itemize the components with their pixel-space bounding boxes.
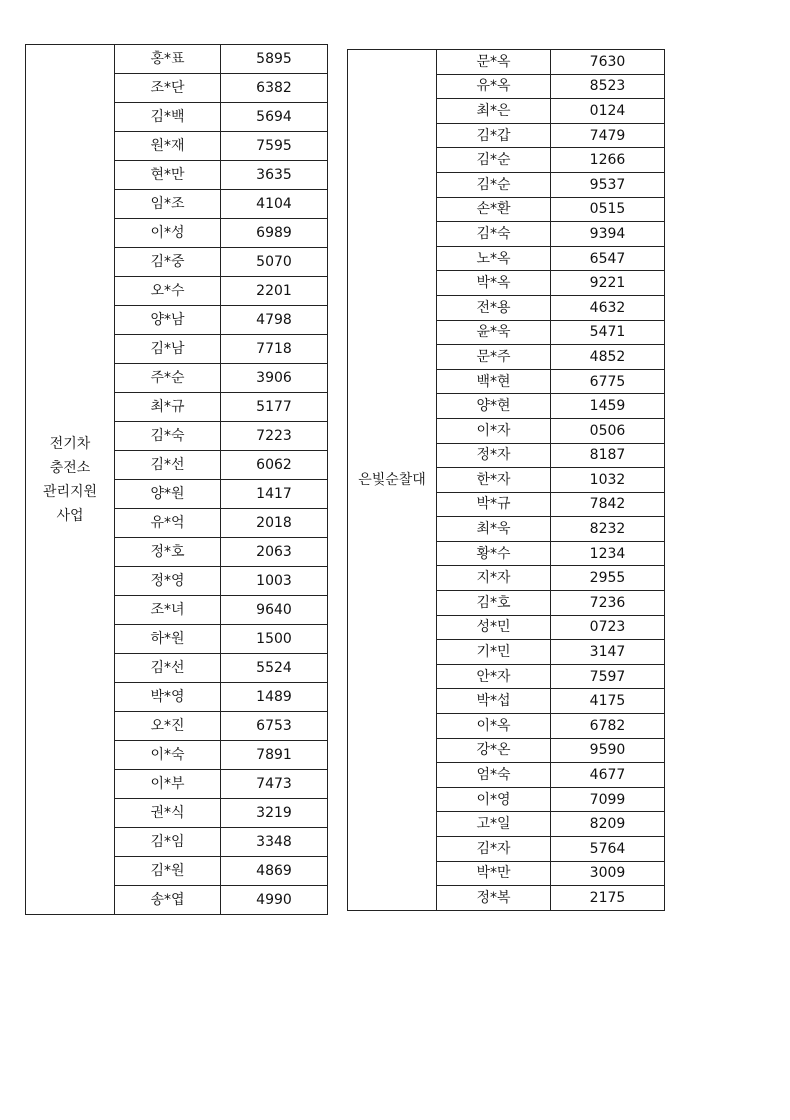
member-code-cell: 7842	[551, 492, 665, 517]
member-name-cell: 강*온	[437, 738, 551, 763]
member-name-cell: 기*민	[437, 640, 551, 665]
member-code-cell: 9221	[551, 271, 665, 296]
member-code-cell: 4632	[551, 295, 665, 320]
member-code-cell: 1266	[551, 148, 665, 173]
member-name-cell: 최*욱	[437, 517, 551, 542]
member-code-cell: 6989	[221, 219, 328, 248]
member-name-cell: 홍*표	[115, 45, 221, 74]
member-code-cell: 5764	[551, 837, 665, 862]
member-name-cell: 박*섭	[437, 689, 551, 714]
member-name-cell: 김*백	[115, 103, 221, 132]
member-name-cell: 양*원	[115, 480, 221, 509]
member-name-cell: 최*규	[115, 393, 221, 422]
member-name-cell: 이*부	[115, 770, 221, 799]
member-code-cell: 0124	[551, 99, 665, 124]
member-name-cell: 박*만	[437, 861, 551, 886]
member-code-cell: 0515	[551, 197, 665, 222]
ev-charger-support-table	[25, 44, 328, 915]
group-label-line: 전기차	[49, 435, 91, 452]
member-code-cell: 7595	[221, 132, 328, 161]
member-code-cell: 4798	[221, 306, 328, 335]
group-label-line: 관리지원	[42, 483, 98, 500]
member-code-cell: 1234	[551, 541, 665, 566]
member-code-cell: 1032	[551, 468, 665, 493]
member-name-cell: 한*자	[437, 468, 551, 493]
member-name-cell: 안*자	[437, 664, 551, 689]
member-name-cell: 현*만	[115, 161, 221, 190]
member-code-cell: 9537	[551, 172, 665, 197]
member-code-cell: 5895	[221, 45, 328, 74]
member-code-cell: 7099	[551, 787, 665, 812]
member-name-cell: 박*옥	[437, 271, 551, 296]
member-code-cell: 4869	[221, 857, 328, 886]
member-name-cell: 김*선	[115, 654, 221, 683]
member-code-cell: 6382	[221, 74, 328, 103]
member-code-cell: 5177	[221, 393, 328, 422]
member-code-cell: 5524	[221, 654, 328, 683]
member-name-cell: 주*순	[115, 364, 221, 393]
member-code-cell: 2955	[551, 566, 665, 591]
member-code-cell: 1003	[221, 567, 328, 596]
member-code-cell: 8523	[551, 74, 665, 99]
member-name-cell: 송*엽	[115, 886, 221, 915]
member-code-cell: 4677	[551, 763, 665, 788]
member-name-cell: 이*성	[115, 219, 221, 248]
member-code-cell: 7891	[221, 741, 328, 770]
member-code-cell: 2175	[551, 886, 665, 911]
member-code-cell: 4990	[221, 886, 328, 915]
member-code-cell: 1489	[221, 683, 328, 712]
member-code-cell: 3009	[551, 861, 665, 886]
member-code-cell: 2018	[221, 509, 328, 538]
member-name-cell: 원*재	[115, 132, 221, 161]
member-code-cell: 4852	[551, 345, 665, 370]
silver-patrol-table	[347, 49, 665, 911]
member-code-cell: 9590	[551, 738, 665, 763]
member-code-cell: 9394	[551, 222, 665, 247]
member-code-cell: 8232	[551, 517, 665, 542]
member-code-cell: 8209	[551, 812, 665, 837]
member-name-cell: 김*선	[115, 451, 221, 480]
member-code-cell: 2063	[221, 538, 328, 567]
group-label-line: 충전소	[49, 459, 91, 476]
member-code-cell: 7473	[221, 770, 328, 799]
ev-charger-support-table-body	[26, 45, 328, 915]
member-code-cell: 3906	[221, 364, 328, 393]
member-name-cell: 오*수	[115, 277, 221, 306]
member-code-cell: 2201	[221, 277, 328, 306]
member-code-cell: 5070	[221, 248, 328, 277]
group-label-line: 은빛순찰대	[358, 471, 426, 488]
member-name-cell: 최*은	[437, 99, 551, 124]
member-name-cell: 문*옥	[437, 50, 551, 75]
member-name-cell: 조*단	[115, 74, 221, 103]
member-name-cell: 하*원	[115, 625, 221, 654]
member-name-cell: 김*원	[115, 857, 221, 886]
member-name-cell: 김*중	[115, 248, 221, 277]
member-name-cell: 김*숙	[115, 422, 221, 451]
member-code-cell: 7479	[551, 123, 665, 148]
member-code-cell: 3635	[221, 161, 328, 190]
member-name-cell: 김*갑	[437, 123, 551, 148]
member-code-cell: 9640	[221, 596, 328, 625]
member-name-cell: 손*환	[437, 197, 551, 222]
program-label-silver-patrol	[348, 50, 437, 911]
member-name-cell: 양*남	[115, 306, 221, 335]
member-name-cell: 유*억	[115, 509, 221, 538]
member-name-cell: 박*규	[437, 492, 551, 517]
member-name-cell: 전*용	[437, 295, 551, 320]
member-name-cell: 엄*숙	[437, 763, 551, 788]
member-code-cell: 1500	[221, 625, 328, 654]
member-name-cell: 김*순	[437, 148, 551, 173]
member-code-cell: 3219	[221, 799, 328, 828]
member-name-cell: 김*호	[437, 591, 551, 616]
member-name-cell: 고*일	[437, 812, 551, 837]
member-code-cell: 4175	[551, 689, 665, 714]
member-name-cell: 정*복	[437, 886, 551, 911]
member-code-cell: 0506	[551, 418, 665, 443]
group-label-line: 사업	[56, 507, 84, 524]
member-name-cell: 임*조	[115, 190, 221, 219]
member-code-cell: 6062	[221, 451, 328, 480]
silver-patrol-table-body	[348, 50, 665, 911]
member-code-cell: 5694	[221, 103, 328, 132]
member-code-cell: 4104	[221, 190, 328, 219]
member-name-cell: 지*자	[437, 566, 551, 591]
member-code-cell: 1417	[221, 480, 328, 509]
member-code-cell: 7597	[551, 664, 665, 689]
member-name-cell: 정*자	[437, 443, 551, 468]
member-code-cell: 6753	[221, 712, 328, 741]
member-name-cell: 이*자	[437, 418, 551, 443]
member-name-cell: 노*옥	[437, 246, 551, 271]
member-code-cell: 0723	[551, 615, 665, 640]
member-name-cell: 오*진	[115, 712, 221, 741]
member-name-cell: 백*현	[437, 369, 551, 394]
program-label-ev-charger	[26, 45, 115, 915]
member-code-cell: 6547	[551, 246, 665, 271]
member-code-cell: 3147	[551, 640, 665, 665]
member-name-cell: 이*옥	[437, 714, 551, 739]
member-name-cell: 유*옥	[437, 74, 551, 99]
table-row	[348, 50, 665, 75]
table-row	[26, 45, 328, 74]
member-name-cell: 김*순	[437, 172, 551, 197]
member-name-cell: 정*영	[115, 567, 221, 596]
member-code-cell: 7223	[221, 422, 328, 451]
member-name-cell: 김*자	[437, 837, 551, 862]
member-name-cell: 김*남	[115, 335, 221, 364]
member-code-cell: 6775	[551, 369, 665, 394]
member-code-cell: 6782	[551, 714, 665, 739]
member-code-cell: 8187	[551, 443, 665, 468]
member-name-cell: 이*숙	[115, 741, 221, 770]
member-name-cell: 김*숙	[437, 222, 551, 247]
member-name-cell: 성*민	[437, 615, 551, 640]
member-code-cell: 3348	[221, 828, 328, 857]
member-name-cell: 박*영	[115, 683, 221, 712]
member-name-cell: 문*주	[437, 345, 551, 370]
member-name-cell: 윤*욱	[437, 320, 551, 345]
member-code-cell: 7718	[221, 335, 328, 364]
member-name-cell: 김*임	[115, 828, 221, 857]
member-name-cell: 조*녀	[115, 596, 221, 625]
member-name-cell: 양*현	[437, 394, 551, 419]
member-code-cell: 5471	[551, 320, 665, 345]
member-name-cell: 황*수	[437, 541, 551, 566]
member-name-cell: 정*호	[115, 538, 221, 567]
member-code-cell: 1459	[551, 394, 665, 419]
member-name-cell: 권*식	[115, 799, 221, 828]
member-code-cell: 7236	[551, 591, 665, 616]
member-name-cell: 이*영	[437, 787, 551, 812]
member-code-cell: 7630	[551, 50, 665, 75]
